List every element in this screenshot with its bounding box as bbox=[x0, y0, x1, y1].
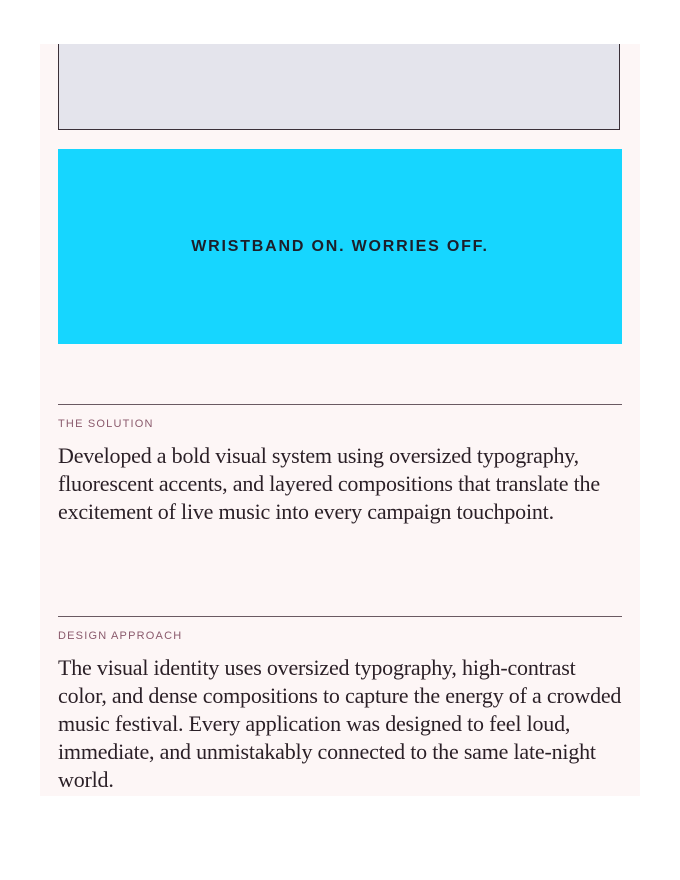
section-label: DESIGN APPROACH bbox=[58, 630, 183, 642]
case-study-page bbox=[40, 44, 640, 796]
section-label: THE SOLUTION bbox=[58, 418, 154, 430]
tagline-banner bbox=[58, 149, 622, 344]
image-placeholder bbox=[58, 44, 620, 130]
banner-tagline: WRISTBAND ON. WORRIES OFF. bbox=[191, 237, 489, 255]
section-body-text: Developed a bold visual system using oversized typography, fluorescent accents, and layered compositions that translate the excitement of live music into every campaign touchpoint. bbox=[58, 443, 600, 524]
solution-section bbox=[58, 404, 622, 526]
section-body-text: The visual identity uses oversized typography, high-contrast color, and dense compositions to capture the energy of a crowded music festival. Every application was designed to feel loud, immediate, and unmistakably connected to the same late-night world. bbox=[58, 655, 622, 792]
design-approach-section bbox=[58, 616, 622, 794]
